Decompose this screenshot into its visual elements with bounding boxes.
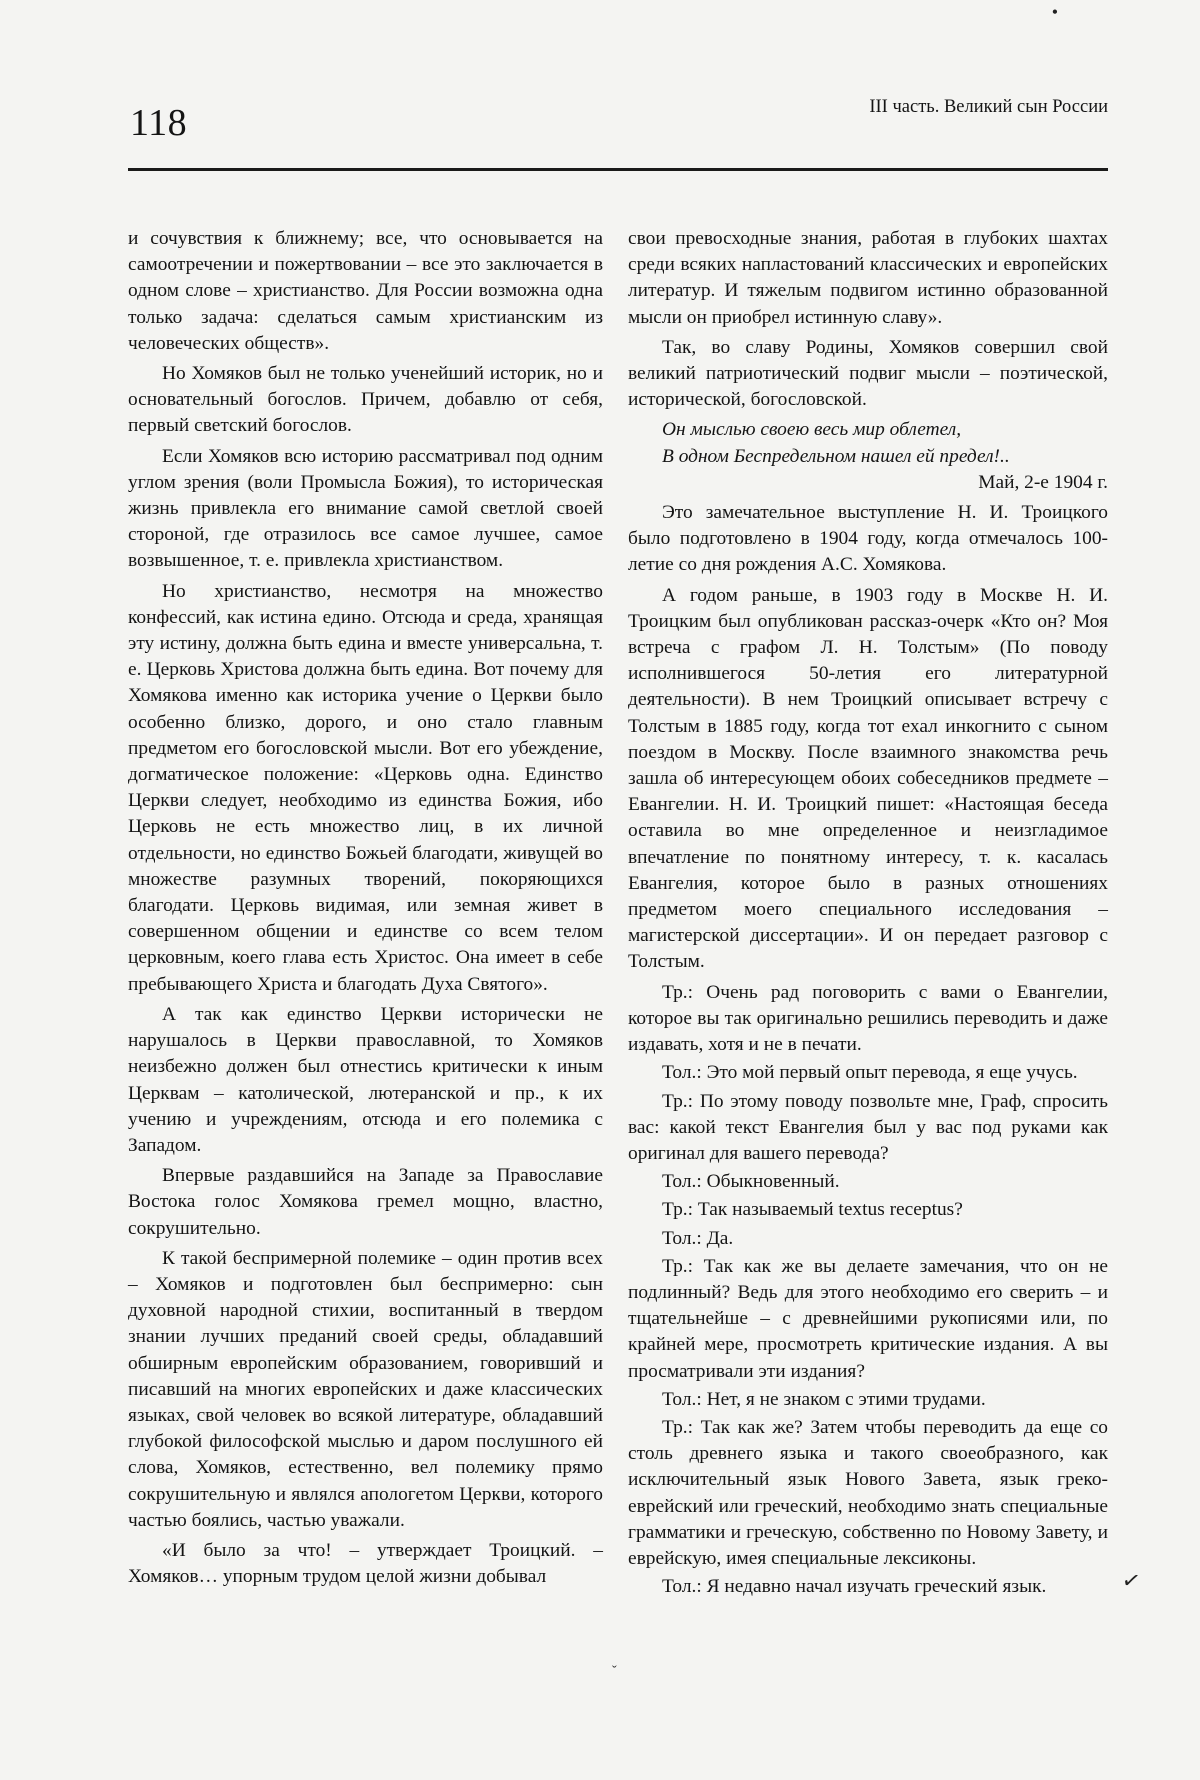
margin-check-mark: ✓ [1119,1566,1143,1595]
dialogue-line: Тол.: Это мой первый опыт перевода, я еще учусь. [662,1062,1078,1084]
header-rule [128,168,1108,171]
paragraph: Но Хомяков был не только ученейший историк, но и основательный богослов. Причем, добавлю от себя, первый светский богослов. [128,363,603,437]
paragraph: А так как единство Церкви исторически не нарушалось в Церкви православной, то Хомяков неизбежно должен был отнестись критически к иным Церквам – католической, лютеранской и пр., к их учению и учреждениям, отсюда и его полемика с Западом. [128,1003,603,1156]
dialogue-line: Тр.: Так как же? Затем чтобы переводить да еще со столь древнего языка и такого своеобразного, как исключительный язык Нового Завета, язык греко-еврейский или греческий, необходимо знать специальные грамматики и греческую, собственно по Новому Завету, и еврейскую, имея специальные лексиконы. [628,1416,1108,1569]
paragraph: Но христианство, несмотря на множество конфессий, как истина едино. Отсюда и среда, хранящая эту истину, должна быть едина и вместе универсальна, т. е. Церковь Христова должна быть едина. Вот почему для Хомякова именно как историка учение о Церкви было особенно близко, дорого, и оно стало главным предметом его богословской мысли. Вот его убеждение, догматическое положение: «Церковь одна. Единство Церкви следует, необходимо из единства Божия, ибо Церковь не есть множество лиц, в их личной отдельности, но единство Божьей благодати, живущей во множестве разумных творений, покоряющихся благодати. Церковь видимая, или земная живет в совершенном общении и единстве со всем телом церковным, коего глава есть Христос. Она имеет в себе пребывающего Христа и благодать Духа Святого». [128,580,603,995]
paragraph: Так, во славу Родины, Хомяков совершил свой великий патриотический подвиг мысли – поэтической, исторической, богословской. [628,336,1108,411]
left-column [128,226,603,1594]
paragraph: Впервые раздавшийся на Западе за Православие Востока голос Хомякова гремел мощно, властно, сокрушительно. [128,1165,603,1239]
paragraph: и сочувствия к ближнему; все, что основывается на самоотречении и пожертвовании – все это заключается в одном слове – христианство. Для России возможна одна только задача: сделаться самым христианским из человеческих обществ». [128,228,603,354]
running-header: III часть. Великий сын России [869,97,1108,117]
paragraph: А годом раньше, в 1903 году в Москве Н. И. Троицким был опубликован рассказ-очерк «Кто он? Моя встреча с графом Л. Н. Толстым» (По поводу исполнившегося 50-летия его литературной деятельности). В нем Троицкий описывает встречу с Толстым в 1885 году, когда тот ехал инкогнито с сыном поездом в Москву. После взаимного знакомства речь зашла об интересующем обоих собеседников предмете – Евангелии. Н. И. Троицкий пишет: «Настоящая беседа оставила во мне определенное и неизгладимое впечатление по понятному интересу, т. к. касалась Евангелия, которое было в разных отношениях предметом моего специального исследования – магистерской диссертации». И он передает разговор с Толстым. [628,584,1108,973]
dialogue-line: Тр.: По этому поводу позвольте мне, Граф, спросить вас: какой текст Евангелия был у вас под руками как оригинал для вашего перевода? [628,1090,1108,1164]
poem-quote [662,417,1108,469]
right-column [628,226,1108,1602]
dialogue-line: Тол.: Да. [662,1227,734,1249]
poem-line: В одном Беспредельном нашел ей предел!.. [662,445,1010,467]
dialogue-line: Тр.: Очень рад поговорить с вами о Евангелии, которое вы так оригинально решились переводить и даже издавать, хотя и не в печати. [628,981,1108,1056]
dialogue-line: Тол.: Обыкновенный. [662,1171,840,1193]
poem-date: Май, 2-е 1904 г. [978,471,1108,493]
paragraph: свои превосходные знания, работая в глубоких шахтах среди всяких напластований классических и европейских литератур. И тяжелым подвигом истинно образованной мысли он приобрел истинную славу». [628,228,1108,328]
margin-dash-mark: ˇ [612,1664,617,1679]
dialogue-line: Тр.: Так как же вы делаете замечания, что он не подлинный? Ведь для этого необходимо его сверить – и тщательнейше – с древнейшими рукописями или, по крайней мере, просмотреть критические издания. А вы просматривали эти издания? [628,1255,1108,1382]
dialogue-line: Тол.: Нет, я не знаком с этими трудами. [662,1388,986,1410]
poem-line: Он мыслью своею весь мир облетел, [662,419,962,441]
margin-dot-mark: • [1051,2,1058,22]
dialogue-line: Тр.: Так называемый textus receptus? [662,1199,963,1221]
paragraph: «И было за что! – утверждает Троицкий. – Хомяков… упорным трудом целой жизни добывал [128,1539,603,1588]
paragraph: Если Хомяков всю историю рассматривал под одним углом зрения (воли Промысла Божия), то историческая жизнь привлекла его внимание самой светлой своей стороной, где отразилось все самое лучшее, самое возвышенное, т. е. привлекла христианством. [128,445,603,572]
dialogue-line: Тол.: Я недавно начал изучать греческий язык. [662,1576,1047,1598]
paragraph: Это замечательное выступление Н. И. Троицкого было подготовлено в 1904 году, когда отмечалось 100-летие со дня рождения А.С. Хомякова. [628,502,1108,576]
page-number: 118 [130,102,188,144]
paragraph: К такой беспримерной полемике – один против всех – Хомяков и подготовлен был беспримерно: сын духовной народной стихии, воспитанный в твердом знании лучших преданий своей среды, обладавший обширным европейским образованием, говоривший и писавший на многих европейских и даже классических языках, свой человек во всякой литературе, обладавший глубокой философской мыслью и даром послушного ей слова, Хомяков, естественно, вел полемику прямо сокрушительную и являлся апологетом Церкви, которого частью боялись, частью уважали. [128,1247,603,1531]
